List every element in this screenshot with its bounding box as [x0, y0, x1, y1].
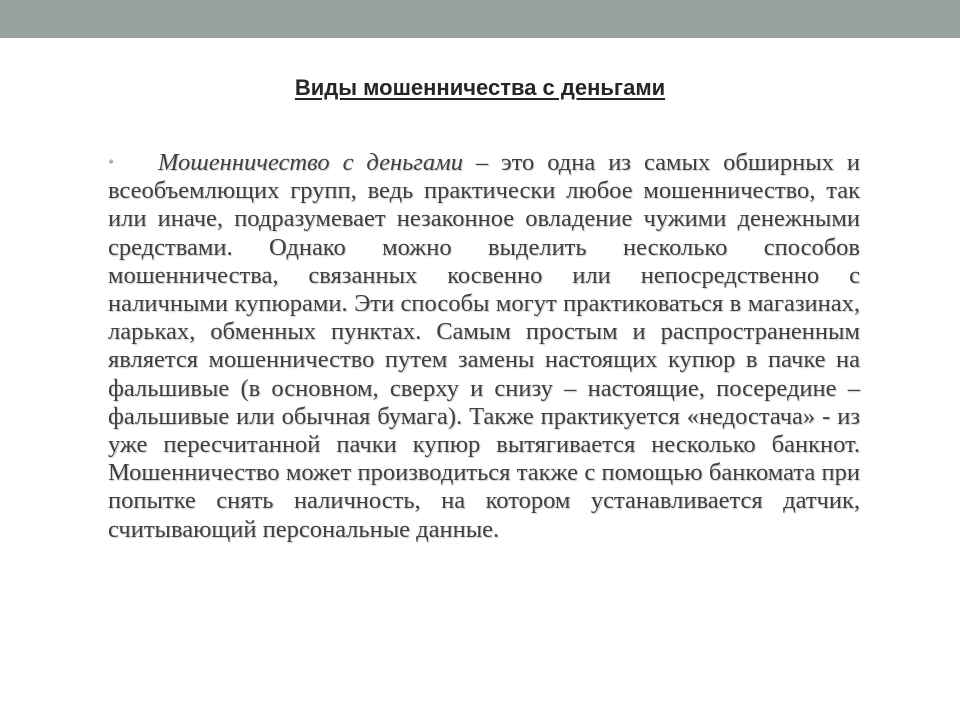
body-paragraph — [108, 148, 860, 544]
paragraph-text: – это одна из самых обширных и всеобъемлющих групп, ведь практически любое мошенничество, так или иначе, подразумевает незаконное овладение чужими денежными средствами. Однако можно выделить несколько способов мошенничества, связанных косвенно или непосредственно с наличными купюрами. Эти способы могут практиковаться в магазинах, ларьках, обменных пунктах. Самым простым и распространенным является мошенничество путем замены настоящих купюр в пачке на фальшивые (в основном, сверху и снизу – настоящие, посередине – фальшивые или обычная бумага). Также практикуется «недостача» - из уже пересчитанной пачки купюр вытягивается несколько банкнот. Мошенничество может производиться также с помощью банкомата при попытке снять наличность, на котором устанавливается датчик, считывающий персональные данные. — [108, 149, 860, 543]
bullet-icon: • — [108, 152, 115, 172]
top-accent-band — [0, 0, 960, 38]
slide-title: Виды мошенничества с деньгами — [294, 75, 666, 100]
lead-term: Мошенничество с деньгами — [158, 149, 463, 176]
